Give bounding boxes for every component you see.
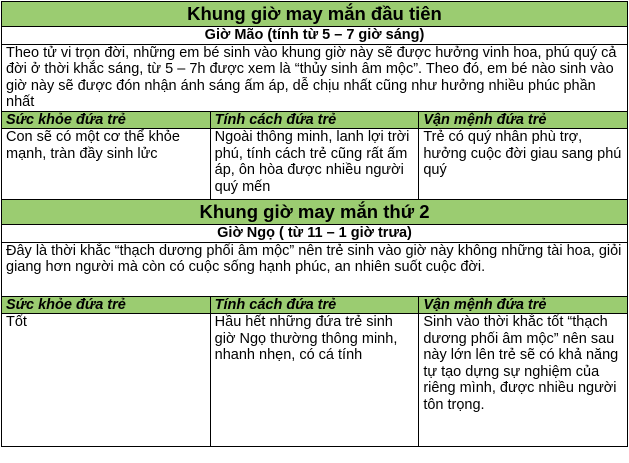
section-description: Theo tử vi trọn đời, những em bé sinh vào khung giờ này sẽ được hưởng vinh hoa, phú quý cả đời ở thời khắc sáng, từ 5 – 7h được xem là “thủy sinh âm mộc”. Theo đó, em bé nào sinh vào giờ này sẽ được đón nhận ánh sáng ấm áp, dễ chịu nhất cũng như hưởng nhiều phúc phần nhất <box>2 44 628 111</box>
column-header-health: Sức khỏe đứa trẻ <box>2 111 211 129</box>
cell-destiny: Sinh vào thời khắc tốt “thạch dương phối âm mộc” nên sau này lớn lên trẻ sẽ có khả năng tự tạo dựng sự nghiệm của riêng mình, được nhiều người tôn trọng. <box>419 314 628 447</box>
section-2-content-row <box>2 314 628 447</box>
cell-personality: Ngoài thông minh, lanh lợi trời phú, tính cách trẻ cũng rất ấm áp, ôn hòa được nhiều người quý mến <box>210 129 419 200</box>
section-title: Khung giờ may mắn đầu tiên <box>2 2 628 27</box>
column-header-personality: Tính cách đứa trẻ <box>210 111 419 129</box>
section-description: Đây là thời khắc “thạch dương phối âm mộc” nên trẻ sinh vào giờ này không những tài hoa, giỏi giang hơn người mà còn có cuộc sống hạnh phúc, an nhiên suốt cuộc đời. <box>2 242 628 296</box>
cell-health: Tốt <box>2 314 211 447</box>
column-header-health: Sức khỏe đứa trẻ <box>2 296 211 314</box>
cell-destiny: Trẻ có quý nhân phù trợ, hưởng cuộc đời giau sang phú quý <box>419 129 628 200</box>
column-header-personality: Tính cách đứa trẻ <box>210 296 419 314</box>
column-header-destiny: Vận mệnh đứa trẻ <box>419 296 628 314</box>
section-1-description-row <box>2 44 628 111</box>
section-1-time-row <box>2 27 628 45</box>
section-2-title-row <box>2 200 628 225</box>
section-title: Khung giờ may mắn thứ 2 <box>2 200 628 225</box>
section-1-title-row <box>2 2 628 27</box>
section-1-header-row <box>2 111 628 129</box>
section-time: Giờ Mão (tính từ 5 – 7 giờ sáng) <box>2 27 628 45</box>
cell-health: Con sẽ có một cơ thể khỏe mạnh, tràn đầy sinh lửc <box>2 129 211 200</box>
section-2-description-row <box>2 242 628 296</box>
horoscope-table <box>1 1 628 447</box>
cell-personality: Hầu hết những đứa trẻ sinh giờ Ngọ thường thông minh, nhanh nhẹn, có cá tính <box>210 314 419 447</box>
section-2-header-row <box>2 296 628 314</box>
section-1-content-row <box>2 129 628 200</box>
section-time: Giờ Ngọ ( từ 11 – 1 giờ trưa) <box>2 225 628 243</box>
section-2-time-row <box>2 225 628 243</box>
column-header-destiny: Vận mệnh đứa trẻ <box>419 111 628 129</box>
